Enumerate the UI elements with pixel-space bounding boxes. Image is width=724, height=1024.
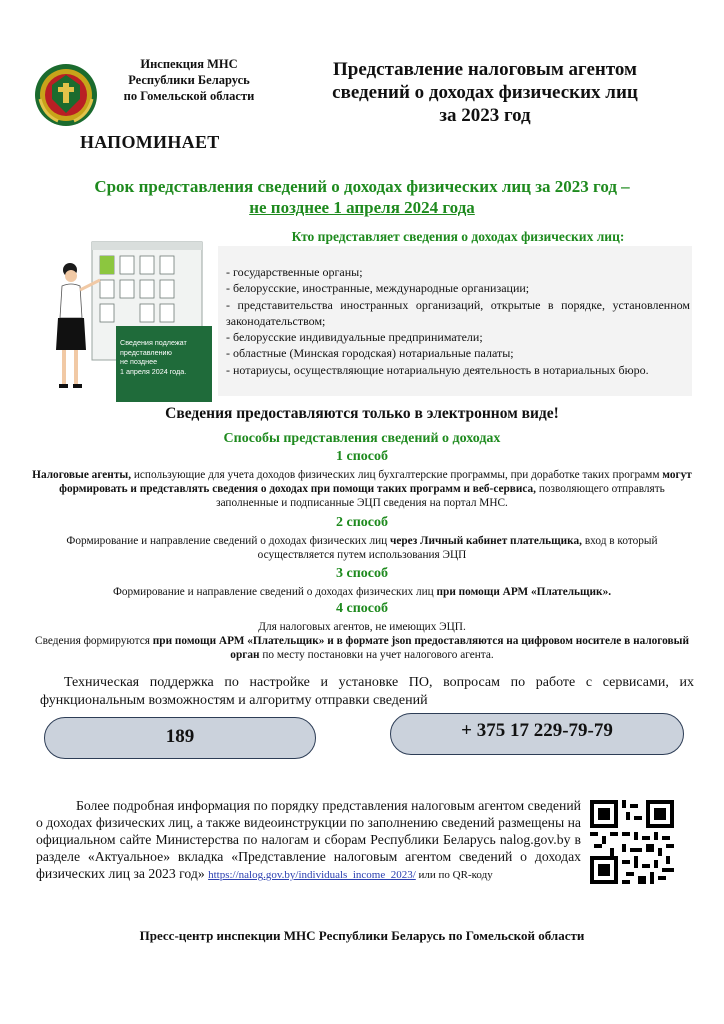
page-title: Представление налоговым агентом сведений о доходах физических лиц за 2023 год (332, 59, 638, 126)
list-item: - государственные органы; (226, 265, 363, 279)
list-item: - представительства иностранных организаций, открытые в порядке, установленном законодательством; (226, 297, 690, 328)
phone-short: 189 (165, 726, 195, 747)
phone-full-pill (390, 713, 684, 755)
who-submits-list (226, 264, 690, 378)
nalog-link[interactable]: https://nalog.gov.by/individuals_income_2023/ (208, 869, 416, 881)
way2-heading: 2 способ (336, 515, 388, 530)
list-item: - белорусские индивидуальные предприниматели; (226, 330, 483, 345)
list-item: - белорусские, иностранные, международные организации; (226, 281, 530, 296)
electronic-only-notice: Сведения предоставляются только в электронном виде! (165, 405, 559, 422)
deadline-date: не позднее 1 апреля 2024 года (249, 198, 475, 217)
more-info-text: Более подробная информация по порядку представления налоговым агентом сведений о доходах физических лиц, а также видеоинструкции по заполнению сведений размещены на официальном сайте Министерства по налогам и сборам Республики Беларусь nalog.gov.by в разделе «Актуальное» вкладка «Представление налоговым агентом сведений о доходах физических лиц за 2023 год» https://nalog.gov.by/individuals_income_2023/ или по QR-коду (36, 798, 581, 881)
list-item: - нотариусы, осуществляющие нотариальную деятельность в нотариальных бюро. (226, 362, 649, 377)
way3-text: Формирование и направление сведений о доходах физических лиц при помощи АРМ «Плательщик». (112, 586, 612, 598)
way4-text: Для налоговых агентов, не имеющих ЭЦП. Сведения формируются при помощи АРМ «Плательщик» и в формате json предоставляются на цифровом носителе в налоговый орган по месту постановки на учет налогового агента. (35, 621, 689, 661)
way1-heading: 1 способ (336, 449, 388, 464)
support-text: Техническая поддержка по настройке и установке ПО, вопросам по работе с сервисами, их функциональным возможностям и алгоритму отправки сведений (40, 675, 694, 708)
deadline-notice: Срок представления сведений о доходах физических лиц за 2023 год – не позднее 1 апреля 2024 года (94, 177, 630, 217)
woman-illustration-icon (44, 240, 214, 402)
way2-text: Формирование и направление сведений о доходах физических лиц через Личный кабинет плательщика, вход в который осуществляется путем использования ЭЦП (66, 535, 658, 561)
qr-code-icon (590, 800, 674, 884)
who-submits-heading: Кто представляет сведения о доходах физических лиц: (291, 229, 625, 244)
list-item: - областные (Минская городская) нотариальные палаты; (226, 346, 514, 361)
way1-text: Налоговые агенты, использующие для учета доходов физических лиц бухгалтерские программы, при доработке таких программ могут формировать и представлять сведения о доходах при помощи таких программ и веб-сервиса, позволяющего отправлять заполненные и подписанные ЭЦП сведения на портал МНС. (32, 469, 692, 509)
phone-short-pill (44, 717, 316, 759)
emblem-logo-icon (34, 63, 98, 127)
reminds-label: НАПОМИНАЕТ (80, 132, 220, 152)
way3-heading: 3 способ (336, 566, 388, 581)
way4-heading: 4 способ (336, 601, 388, 616)
press-center-footer: Пресс-центр инспекции МНС Республики Беларусь по Гомельской области (139, 928, 585, 943)
phone-full: + 375 17 229-79-79 (461, 720, 613, 741)
ways-heading: Способы представления сведений о доходах (223, 431, 501, 446)
illustration-caption: Сведения подлежат представлению не позднее 1 апреля 2024 года. (120, 338, 187, 376)
inspection-name: Инспекция МНС Республики Беларусь по Гомельской области (123, 57, 255, 103)
